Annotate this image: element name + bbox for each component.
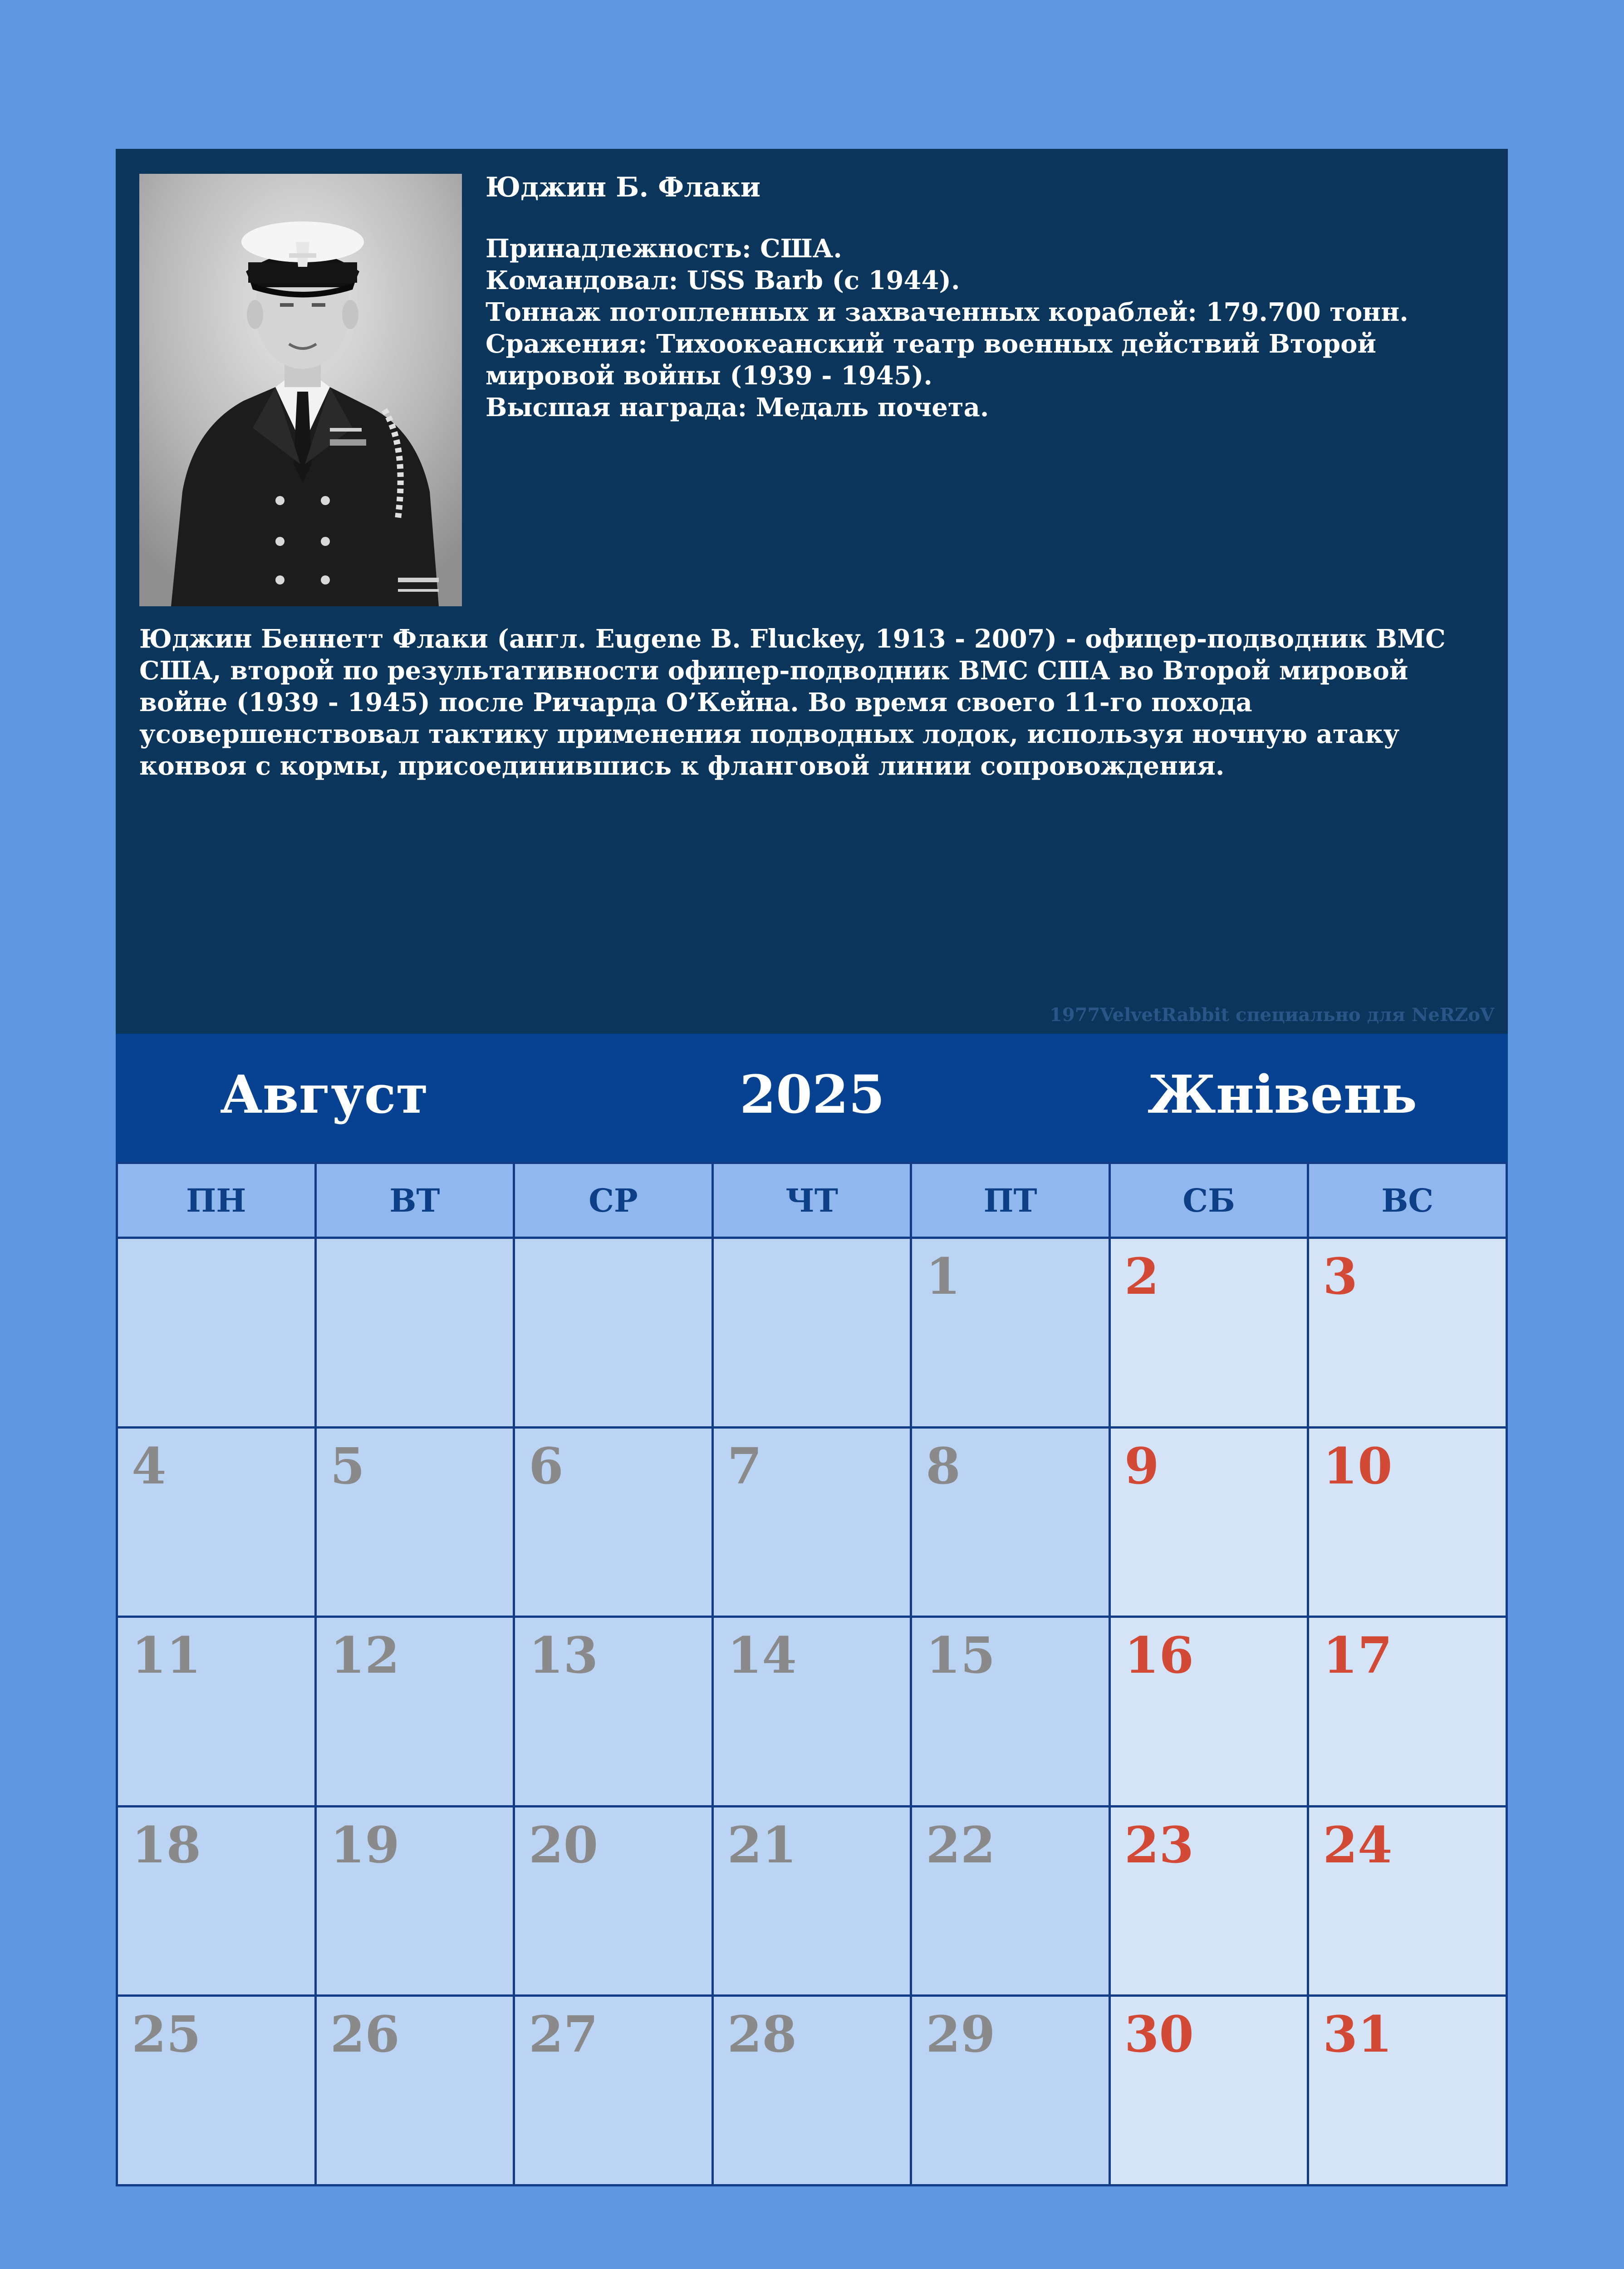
day-cell xyxy=(1309,1997,1506,2184)
day-cell xyxy=(1309,1807,1506,1995)
month-header xyxy=(116,1034,1508,1162)
person-description: Юджин Беннетт Флаки (англ. Eugene B. Fluckey, 1913 - 2007) - офицер-подводник ВМС США, второй по результативности офицер-подводник ВМС США во Второй мировой войне (1939 - 1945) после Ричарда О’Кейна. Во время своего 11-го похода усовершенствовал тактику применения подводных лодок, используя ночную атаку конвоя с кормы, присоединившись к фланговой линии сопровождения. xyxy=(139,624,1446,781)
day-cell xyxy=(714,1807,910,1995)
day-cell xyxy=(912,1618,1109,1805)
day-number: 24 xyxy=(1323,1815,1393,1874)
day-cell xyxy=(1111,1807,1307,1995)
day-number: 3 xyxy=(1323,1247,1358,1306)
day-number: 28 xyxy=(727,2005,797,2064)
day-number: 6 xyxy=(529,1436,564,1495)
day-number: 25 xyxy=(132,2005,201,2064)
day-number: 12 xyxy=(330,1626,400,1685)
fact-award: Высшая награда: Медаль почета. xyxy=(486,393,989,422)
day-number: 29 xyxy=(926,2005,996,2064)
month-name-uk: Жнівень xyxy=(1147,1064,1417,1125)
day-cell xyxy=(912,1997,1109,2184)
day-cell xyxy=(714,1618,910,1805)
person-facts xyxy=(486,233,1493,423)
day-number: 18 xyxy=(132,1815,201,1874)
year-label: 2025 xyxy=(740,1064,885,1125)
day-number: 11 xyxy=(132,1626,201,1685)
day-cell xyxy=(912,1807,1109,1995)
weekday-mon: ПН xyxy=(118,1164,314,1237)
day-cell xyxy=(515,1618,711,1805)
day-number: 23 xyxy=(1124,1815,1194,1874)
day-number: 8 xyxy=(926,1436,961,1495)
day-number: 26 xyxy=(330,2005,400,2064)
day-cell xyxy=(1309,1618,1506,1805)
day-cell xyxy=(912,1239,1109,1426)
calendar-sheet xyxy=(116,149,1508,2186)
day-number: 17 xyxy=(1323,1626,1393,1685)
day-cell xyxy=(317,1807,513,1995)
day-number: 1 xyxy=(926,1247,961,1306)
day-cell xyxy=(1111,1997,1307,2184)
day-number: 10 xyxy=(1323,1436,1393,1495)
bio-panel xyxy=(116,149,1508,1034)
day-cell xyxy=(515,1239,711,1426)
day-number: 27 xyxy=(529,2005,599,2064)
day-cell xyxy=(317,1618,513,1805)
portrait-photo xyxy=(139,174,462,606)
day-cell xyxy=(515,1997,711,2184)
day-number: 30 xyxy=(1124,2005,1194,2064)
day-cell xyxy=(118,1997,314,2184)
day-cell xyxy=(1309,1429,1506,1616)
day-cell xyxy=(1111,1239,1307,1426)
day-number: 5 xyxy=(330,1436,365,1495)
day-cell xyxy=(118,1807,314,1995)
day-number: 31 xyxy=(1323,2005,1393,2064)
person-name: Юджин Б. Флаки xyxy=(486,172,761,203)
day-cell xyxy=(118,1239,314,1426)
day-cell xyxy=(515,1429,711,1616)
month-name-ru: Август xyxy=(220,1064,428,1125)
day-cell xyxy=(317,1239,513,1426)
day-cell xyxy=(1111,1618,1307,1805)
day-number: 20 xyxy=(529,1815,599,1874)
day-cell xyxy=(515,1807,711,1995)
fact-affiliation: Принадлежность: США. xyxy=(486,234,842,264)
day-cell xyxy=(317,1997,513,2184)
day-cell xyxy=(714,1239,910,1426)
fact-tonnage: Тоннаж потопленных и захваченных кораблей: 179.700 тонн. xyxy=(486,297,1408,327)
credit-text: 1977VelvetRabbit специально для NeRZoV xyxy=(1049,1004,1494,1026)
day-number: 15 xyxy=(926,1626,996,1685)
portrait-illustration xyxy=(139,174,462,606)
weekday-sun: ВС xyxy=(1309,1164,1506,1237)
weekday-wed: СР xyxy=(515,1164,711,1237)
calendar-grid-cells xyxy=(118,1164,1506,2184)
day-number: 9 xyxy=(1124,1436,1159,1495)
day-cell xyxy=(714,1997,910,2184)
weekday-sat: СБ xyxy=(1111,1164,1307,1237)
day-number: 19 xyxy=(330,1815,400,1874)
day-cell xyxy=(1309,1239,1506,1426)
day-number: 14 xyxy=(727,1626,797,1685)
day-cell xyxy=(912,1429,1109,1616)
day-number: 21 xyxy=(727,1815,797,1874)
day-number: 2 xyxy=(1124,1247,1159,1306)
day-cell xyxy=(1111,1429,1307,1616)
day-cell xyxy=(317,1429,513,1616)
day-cell xyxy=(118,1429,314,1616)
day-cell xyxy=(714,1429,910,1616)
day-number: 4 xyxy=(132,1436,167,1495)
weekday-thu: ЧТ xyxy=(714,1164,910,1237)
fact-command: Командовал: USS Barb (с 1944). xyxy=(486,265,960,295)
day-number: 13 xyxy=(529,1626,599,1685)
fact-battles: Сражения: Тихоокеанский театр военных действий Второй мировой войны (1939 - 1945). xyxy=(486,329,1377,391)
day-number: 22 xyxy=(926,1815,996,1874)
calendar-grid xyxy=(116,1162,1508,2186)
day-number: 16 xyxy=(1124,1626,1194,1685)
weekday-tue: ВТ xyxy=(317,1164,513,1237)
day-cell xyxy=(118,1618,314,1805)
day-number: 7 xyxy=(727,1436,762,1495)
weekday-fri: ПТ xyxy=(912,1164,1109,1237)
